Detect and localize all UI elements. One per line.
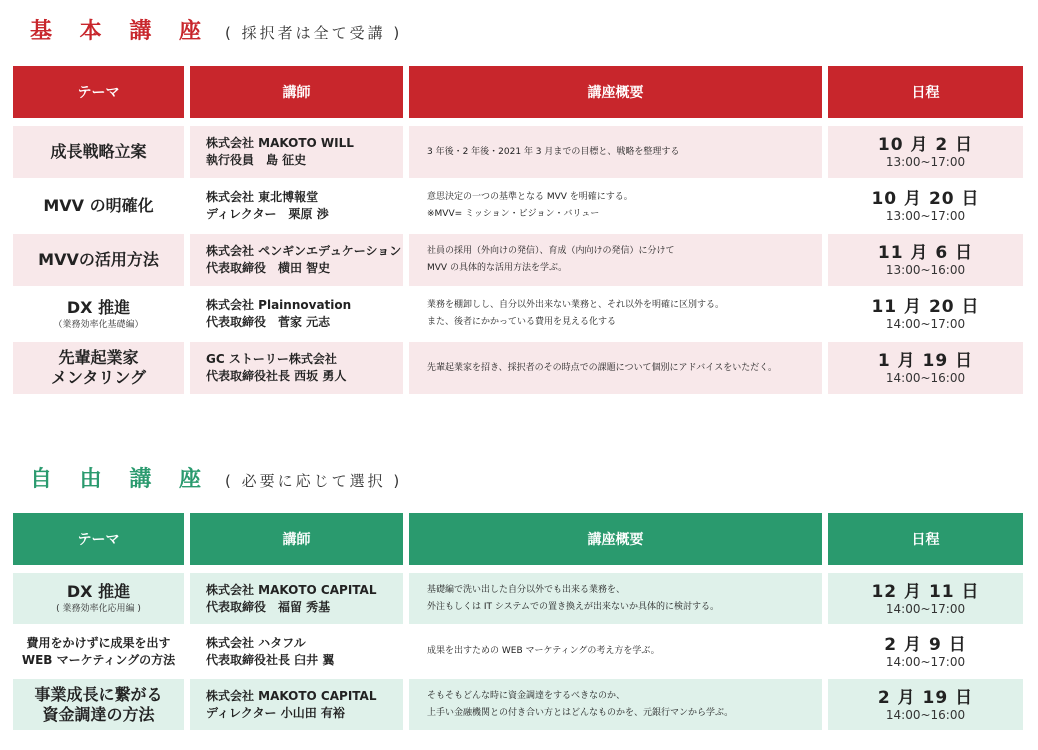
- theme-label: 先輩起業家: [58, 348, 139, 367]
- session-date: 11 月 20 日: [871, 297, 980, 317]
- theme-cell: [13, 679, 184, 730]
- header-theme: テーマ: [13, 513, 184, 565]
- date-cell: [828, 573, 1023, 624]
- teacher-line: 代表取締役社長 臼井 翼: [206, 652, 335, 667]
- summary-line: 社員の採用（外向けの発信）、育成（内向けの発信）に分けて: [427, 246, 675, 256]
- table-header-row: [13, 66, 1023, 118]
- summary-line: ※MVV= ミッション・ビジョン・バリュー: [427, 209, 600, 219]
- summary-line: 基礎編で洗い出した自分以外でも出来る業務を、: [427, 584, 626, 595]
- theme-note: （業務効率化基礎編）: [53, 319, 144, 330]
- teacher-cell: [190, 126, 403, 178]
- summary-line: 先輩起業家を招き、採択者のその時点での課題について個別にアドバイスをいただく。: [427, 362, 778, 373]
- free-course-table: [13, 513, 1023, 732]
- summary-line: 外注もしくは IT システムでの置き換えが出来ないか具体的に検討する。: [427, 601, 719, 612]
- summary-cell: [409, 342, 822, 394]
- theme-label: 成長戦略立案: [50, 142, 147, 161]
- teacher-line: 代表取締役 横田 智史: [206, 261, 331, 275]
- teacher-line: 代表取締役 菅家 元志: [206, 315, 331, 329]
- table-row: [13, 679, 1023, 730]
- session-date: 10 月 2 日: [877, 135, 974, 155]
- theme-label: 資金調達の方法: [42, 704, 155, 724]
- summary-cell: [409, 126, 822, 178]
- session-date: 1 月 19 日: [877, 351, 974, 371]
- theme-cell: [13, 573, 184, 624]
- session-date: 2 月 19 日: [877, 687, 974, 708]
- teacher-line: 代表取締役 福留 秀基: [206, 599, 331, 614]
- teacher-line: 株式会社 MAKOTO WILL: [206, 136, 354, 150]
- table-header-row: [13, 513, 1023, 565]
- summary-cell: [409, 234, 822, 286]
- theme-label: 費用をかけずに成果を出す: [26, 635, 171, 650]
- theme-cell: [13, 180, 184, 232]
- teacher-line: ディレクター 栗原 渉: [206, 207, 329, 221]
- teacher-cell: [190, 342, 403, 394]
- summary-line: 意思決定の一つの基準となる MVV を明確にする。: [427, 192, 633, 202]
- date-cell: [828, 126, 1023, 178]
- theme-note: ( 業務効率化応用編 ): [56, 604, 141, 614]
- theme-cell: [13, 288, 184, 340]
- theme-label: MVVの活用方法: [38, 250, 159, 269]
- teacher-line: 株式会社 MAKOTO CAPITAL: [206, 688, 377, 703]
- date-cell: [828, 342, 1023, 394]
- table-row: [13, 342, 1023, 394]
- basic-course-table: [13, 66, 1023, 396]
- date-cell: [828, 234, 1023, 286]
- session-time: 14:00~17:00: [885, 317, 966, 331]
- theme-label: メンタリング: [50, 368, 147, 387]
- free-course-subtitle: ( 必要に応じて選択 ): [224, 472, 403, 490]
- teacher-line: 株式会社 東北博報堂: [206, 190, 319, 204]
- header-teacher: 講師: [190, 66, 403, 118]
- teacher-line: ディレクター 小山田 有裕: [206, 705, 345, 720]
- theme-cell: [13, 126, 184, 178]
- table-row: [13, 573, 1023, 624]
- theme-cell: [13, 342, 184, 394]
- teacher-cell: [190, 288, 403, 340]
- session-time: 14:00~16:00: [885, 371, 966, 385]
- teacher-cell: [190, 180, 403, 232]
- session-time: 14:00~16:00: [885, 707, 966, 722]
- teacher-cell: [190, 573, 403, 624]
- free-course-title: 自 由 講 座: [30, 467, 211, 492]
- summary-line: 成果を出すための WEB マーケティングの考え方を学ぶ。: [427, 646, 660, 656]
- date-cell: [828, 180, 1023, 232]
- session-date: 11 月 6 日: [877, 243, 974, 263]
- summary-cell: [409, 679, 822, 730]
- summary-cell: [409, 626, 822, 677]
- teacher-cell: [190, 234, 403, 286]
- basic-course-title: 基 本 講 座: [30, 19, 211, 44]
- basic-course-heading: [30, 14, 402, 45]
- summary-cell: [409, 573, 822, 624]
- table-row: [13, 180, 1023, 232]
- summary-line: そもそもどんな時に資金調達をするべきなのか、: [427, 690, 626, 701]
- table-row: [13, 126, 1023, 178]
- header-date: 日程: [828, 66, 1023, 118]
- teacher-line: 株式会社 MAKOTO CAPITAL: [206, 582, 377, 597]
- teacher-line: GC ストーリー株式会社: [206, 352, 337, 366]
- teacher-line: 株式会社 ペンギンエデュケーション: [206, 244, 402, 258]
- teacher-cell: [190, 679, 403, 730]
- session-date: 12 月 11 日: [871, 581, 980, 602]
- session-date: 2 月 9 日: [884, 634, 967, 655]
- header-date: 日程: [828, 513, 1023, 565]
- theme-label: DX 推進: [66, 297, 131, 317]
- theme-label: MVV の明確化: [43, 196, 154, 215]
- session-time: 14:00~17:00: [885, 601, 966, 616]
- theme-label: WEB マーケティングの方法: [21, 652, 176, 667]
- session-time: 13:00~16:00: [885, 263, 966, 277]
- summary-line: 3 年後・2 年後・2021 年 3 月までの目標と、戦略を整理する: [427, 146, 680, 157]
- free-course-heading: [30, 462, 402, 493]
- teacher-line: 執行役員 島 征史: [206, 153, 307, 167]
- header-theme: テーマ: [13, 66, 184, 118]
- table-row: [13, 626, 1023, 677]
- session-time: 13:00~17:00: [885, 209, 966, 223]
- date-cell: [828, 679, 1023, 730]
- teacher-line: 株式会社 ハタフル: [206, 635, 306, 650]
- header-summary: 講座概要: [409, 66, 822, 118]
- header-teacher: 講師: [190, 513, 403, 565]
- summary-line: MVV の具体的な活用方法を学ぶ。: [427, 263, 568, 273]
- teacher-cell: [190, 626, 403, 677]
- theme-cell: [13, 234, 184, 286]
- summary-cell: [409, 180, 822, 232]
- session-date: 10 月 20 日: [871, 189, 980, 209]
- theme-label: 事業成長に繋がる: [34, 684, 163, 704]
- summary-line: また、後者にかかっている費用を見える化する: [427, 317, 617, 327]
- date-cell: [828, 288, 1023, 340]
- table-row: [13, 288, 1023, 340]
- session-time: 14:00~17:00: [885, 654, 966, 669]
- session-time: 13:00~17:00: [885, 155, 966, 169]
- summary-cell: [409, 288, 822, 340]
- theme-cell: [13, 626, 184, 677]
- teacher-line: 株式会社 Plainnovation: [206, 298, 352, 312]
- summary-line: 上手い金融機関との付き合い方とはどんなものかを、元銀行マンから学ぶ。: [427, 707, 734, 718]
- basic-course-subtitle: ( 採択者は全て受講 ): [224, 24, 403, 42]
- date-cell: [828, 626, 1023, 677]
- teacher-line: 代表取締役社長 西坂 勇人: [206, 369, 347, 383]
- theme-label: DX 推進: [66, 582, 131, 601]
- table-row: [13, 234, 1023, 286]
- header-summary: 講座概要: [409, 513, 822, 565]
- summary-line: 業務を棚卸しし、自分以外出来ない業務と、それ以外を明確に区別する。: [427, 300, 725, 310]
